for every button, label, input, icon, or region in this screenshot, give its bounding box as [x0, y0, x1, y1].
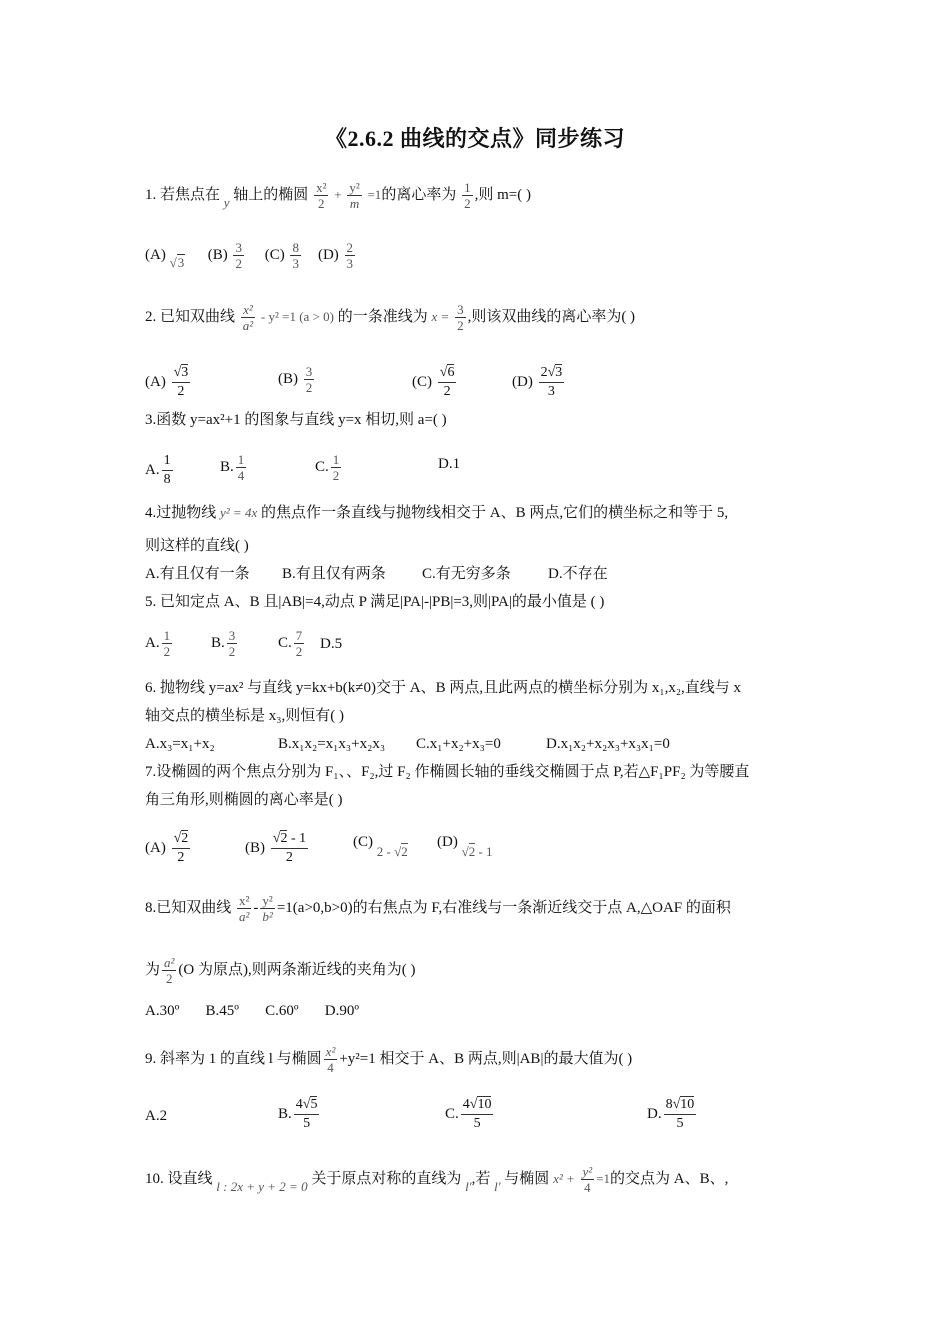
question-3: 3.函数 y=ax²+1 的图象与直线 y=x 相切,则 a=( )	[145, 412, 447, 428]
q2-answer-blank: ,则该双曲线的离心率为( )	[467, 308, 636, 325]
q9-fraction-x2-4: $\frac{\text{x²}}{4}$	[325, 1044, 336, 1075]
question-5: 5. 已知定点 A、B 且|AB|=4,动点 P 满足|PA|-|PB|=3,则|PA|的最小值是 ( )	[145, 594, 605, 610]
q1-option-a-label: (A)	[145, 246, 166, 263]
q3-option-d: D.1	[438, 456, 461, 472]
q10-text-d: 与椭圆	[504, 1170, 550, 1187]
q1-option-c-value: $\frac{8}{3}$	[292, 240, 299, 271]
q2-option-a	[145, 364, 192, 401]
q4-text-b: 的焦点作一条直线与抛物线相交于 A、B 两点,它们的横坐标之和等于 5,	[260, 505, 729, 521]
q9-text-b: +y²=1 相交于 A、B 两点,则|AB|的最大值为( )	[339, 1050, 633, 1067]
q7-option-c-label: (C)	[353, 834, 373, 850]
q7-option-b-label: (B)	[245, 839, 265, 856]
q1-var-y: y	[223, 194, 230, 210]
question-7: 7.设椭圆的两个焦点分别为 F₁、、F₂,过 F₂ 作椭圆长轴的垂线交椭圆于点 P,若△F₁PF₂ 为等腰直	[145, 764, 750, 780]
q7-option-c-value: 2 - √2	[376, 844, 408, 859]
q7-option-b	[245, 830, 310, 867]
question-9	[145, 1044, 632, 1075]
q10-eq: =1	[596, 1170, 611, 1186]
q10-l-prime-2: l′	[494, 1178, 501, 1194]
q7-option-a-label: (A)	[145, 839, 166, 856]
q10-x2: x² +	[553, 1170, 575, 1186]
q5-option-d: D.5	[320, 636, 343, 652]
q8-minus: -	[253, 899, 259, 916]
q6-option-b: B.x₁x₂=x₁x₃+x₂x₃	[278, 736, 386, 752]
q2-option-b-value: $\frac{3}{2}$	[305, 364, 313, 395]
q2-equation: - y² =1 (a > 0)	[260, 308, 334, 324]
q10-text: 10. 设直线	[145, 1170, 213, 1187]
q8-text-c: 为	[145, 961, 161, 978]
question-6: 6. 抛物线 y=ax² 与直线 y=kx+b(k≠0)交于 A、B 两点,且此两点的横坐标分别为 x₁,x₂,直线与 x	[145, 680, 742, 696]
q4-equation: y² = 4x	[220, 505, 258, 520]
q9-option-c	[445, 1096, 495, 1133]
q1-option-c-label: (C)	[264, 246, 285, 263]
q3-option-b	[220, 452, 248, 483]
q9-text: 9. 斜率为 1 的直线 l 与椭圆	[145, 1050, 322, 1067]
q6-option-a: A.x₃=x₁+x₂	[145, 736, 215, 752]
q5-option-b-label: B.	[211, 634, 225, 651]
q2-option-a-value: $\frac{√3}{2}$	[173, 365, 189, 399]
question-10	[145, 1164, 728, 1195]
q5-option-a-value: $\frac{1}{2}$	[163, 628, 171, 659]
q7-option-d-value: √2 - 1	[461, 844, 493, 859]
q2-x-eq: x =	[431, 308, 450, 324]
q5-option-b-value: $\frac{3}{2}$	[228, 628, 236, 659]
question-8	[145, 893, 731, 924]
q10-fraction-y2-4: $\frac{\text{y²}}{4}$	[582, 1164, 593, 1195]
q1-options	[145, 240, 357, 271]
q1-answer-blank: ,则 m=( )	[474, 186, 531, 203]
q10-line-equation: l : 2x + y + 2 = 0	[216, 1178, 308, 1194]
q5-option-c-value: $\frac{7}{2}$	[295, 628, 303, 659]
q3-option-a-label: A.	[145, 461, 160, 478]
q10-text-e: 的交点为 A、B、,	[610, 1170, 729, 1187]
q2-option-a-label: (A)	[145, 373, 166, 390]
q8-text-d: (O 为原点),则两条渐近线的夹角为( )	[178, 961, 416, 978]
q6-text-b: 轴交点的横坐标是 x₃,则恒有( )	[145, 708, 344, 724]
q4-option-a: A.有且仅有一条	[145, 566, 250, 582]
q1-option-b-value: $\frac{3}{2}$	[235, 240, 242, 271]
q7-option-a	[145, 830, 192, 867]
q9-option-b-value: $\frac{4√5}{5}$	[295, 1097, 318, 1131]
q10-text-c: ,若	[471, 1170, 491, 1187]
q9-option-d	[647, 1096, 698, 1133]
q3-option-b-value: $\frac{1}{4}$	[237, 452, 245, 483]
q10-l-prime: l′	[465, 1178, 472, 1194]
q1-text-b: 轴上的椭圆	[233, 186, 309, 203]
q6-option-d: D.x₁x₂+x₂x₃+x₃x₁=0	[546, 736, 670, 752]
q1-plus: +	[334, 186, 342, 202]
q8-fraction-a2-2: $\frac{\text{a²}}{2}$	[164, 955, 175, 986]
q10-text-b: 关于原点对称的直线为	[311, 1170, 462, 1187]
q1-option-a-value: √3	[169, 254, 185, 270]
q1-fraction-half: $\frac{1}{2}$	[464, 180, 471, 211]
question-1	[145, 180, 531, 211]
q5-option-a-label: A.	[145, 634, 160, 651]
q8-text-b: =1(a>0,b>0)的右焦点为 F,右准线与一条渐近线交于点 A,△OAF 的面积	[276, 899, 731, 916]
question-4	[145, 503, 728, 523]
q3-option-c	[315, 452, 343, 483]
q7-text-b: 角三角形,则椭圆的离心率是( )	[145, 792, 343, 808]
q4-text-c: 则这样的直线( )	[145, 538, 249, 554]
q4-text: 4.过抛物线	[145, 505, 217, 521]
q2-fraction-3-2: $\frac{3}{2}$	[457, 302, 464, 333]
q9-option-c-label: C.	[445, 1105, 459, 1122]
q8-line-2	[145, 955, 416, 986]
q6-option-c: C.x₁+x₂+x₃=0	[416, 736, 501, 752]
q2-option-c-value: $\frac{√6}{2}$	[439, 365, 455, 399]
q2-text-b: 的一条准线为	[337, 308, 428, 325]
q8-fraction-x2-a2: $\frac{\text{x²}}{\text{a²}}$	[239, 893, 250, 924]
q9-option-d-label: D.	[647, 1105, 662, 1122]
q1-fraction-x2-2: $\frac{\text{x²}}{2}$	[316, 180, 327, 211]
q8-fraction-y2-b2: $\frac{\text{y²}}{\text{b²}}$	[262, 893, 273, 924]
q7-option-d-label: (D)	[437, 834, 458, 850]
q1-option-d-label: (D)	[317, 246, 339, 263]
q8-text: 8.已知双曲线	[145, 899, 232, 916]
q4-option-d: D.不存在	[548, 566, 608, 582]
q7-option-a-value: $\frac{√2}{2}$	[173, 831, 189, 865]
q5-option-a	[145, 628, 174, 659]
q4-option-c: C.有无穷多条	[422, 566, 511, 582]
q1-eq: =1	[367, 186, 382, 202]
q5-option-b	[211, 628, 239, 659]
q3-option-c-value: $\frac{1}{2}$	[332, 452, 340, 483]
q7-option-b-value: $\frac{√2 - 1}{2}$	[272, 831, 307, 865]
q1-option-d-value: $\frac{2}{3}$	[346, 240, 354, 271]
q2-option-b-label: (B)	[278, 370, 298, 387]
q2-option-c-label: (C)	[412, 373, 432, 390]
q9-option-b-label: B.	[278, 1105, 292, 1122]
q1-option-b-label: (B)	[207, 246, 228, 263]
question-2	[145, 302, 635, 333]
q1-text-c: 的离心率为	[381, 186, 457, 203]
q2-option-b	[278, 364, 316, 395]
q8-options: A.30º B.45º C.60º D.90º	[145, 1003, 360, 1019]
q1-fraction-y2-m: $\frac{\text{y²}}{m}$	[349, 180, 360, 211]
q3-option-b-label: B.	[220, 458, 234, 475]
q2-fraction-x2-a2: $\frac{\text{x²}}{\text{a²}}$	[242, 302, 254, 333]
q9-option-b	[278, 1096, 321, 1133]
q2-option-d-label: (D)	[512, 373, 533, 390]
q2-text: 2. 已知双曲线	[145, 308, 236, 325]
q2-option-d	[512, 364, 566, 401]
q5-option-c	[278, 628, 306, 659]
q7-option-d	[437, 832, 493, 859]
q3-option-c-label: C.	[315, 458, 329, 475]
q7-option-c	[353, 832, 408, 859]
q9-option-d-value: $\frac{8√10}{5}$	[665, 1097, 695, 1131]
q2-option-d-value: $\frac{2√3}{3}$	[540, 365, 563, 399]
q1-text: 1. 若焦点在	[145, 186, 221, 203]
q4-option-b: B.有且仅有两条	[282, 566, 386, 582]
q9-option-a: A.2	[145, 1108, 168, 1124]
q3-option-a-value: $\frac{1}{8}$	[163, 453, 171, 487]
q2-option-c	[412, 364, 458, 401]
q3-option-a	[145, 452, 175, 489]
page-title: 《2.6.2 曲线的交点》同步练习	[324, 126, 625, 151]
q5-option-c-label: C.	[278, 634, 292, 651]
q9-option-c-value: $\frac{4√10}{5}$	[462, 1097, 492, 1131]
